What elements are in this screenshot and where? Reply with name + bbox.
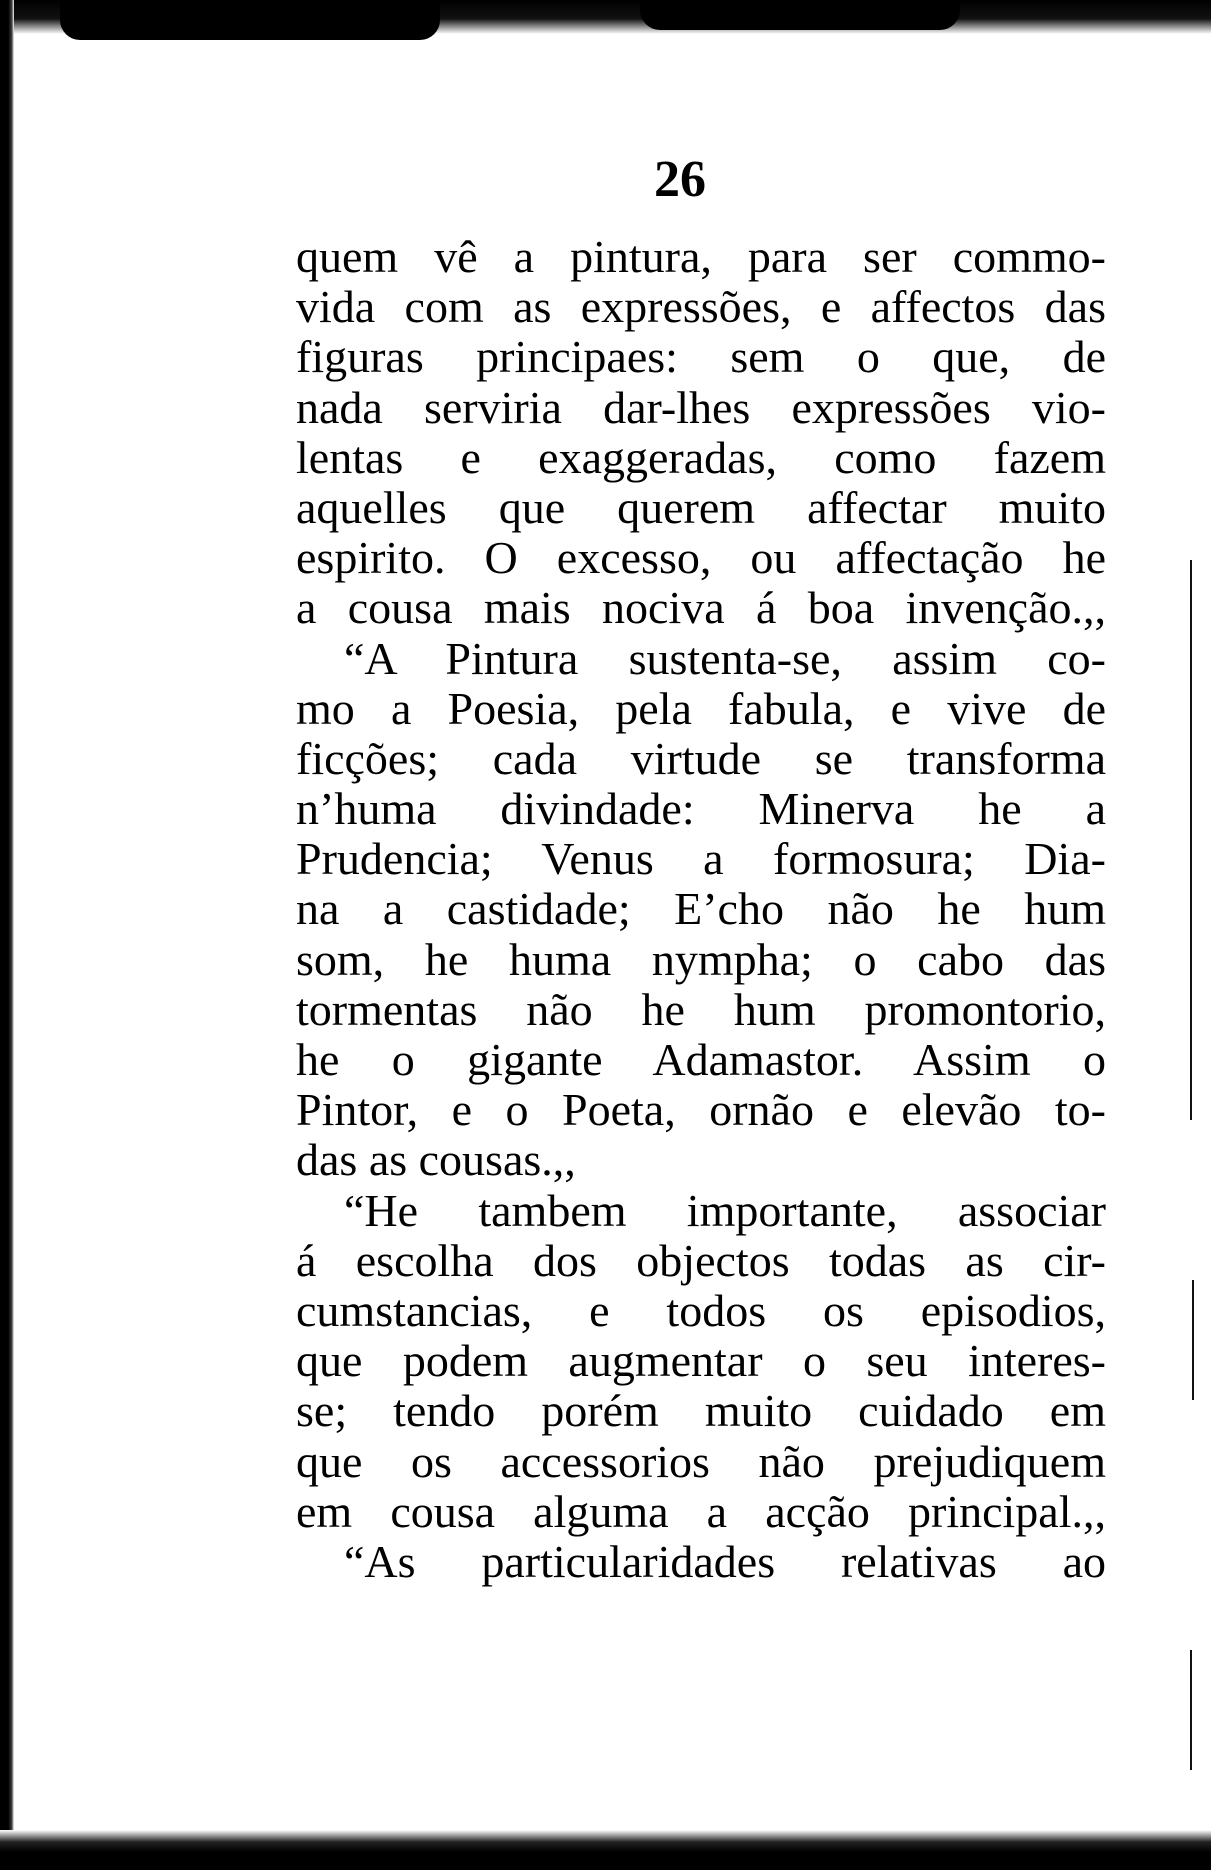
text-line: em cousa alguma a acção principal.,, [296,1485,1106,1537]
text-line: figuras principaes: sem o que, de [296,331,1106,383]
text-line: que os accessorios não prejudiquem [296,1435,1106,1487]
text-line: Pintor, e o Poeta, ornão e elevão to- [296,1084,1106,1136]
text-line: que podem augmentar o seu interes- [296,1335,1106,1387]
scan-margin-line [1190,1650,1192,1770]
text-line: vida com as expressões, e affectos das [296,281,1106,333]
body-text [296,232,1106,1587]
text-line: cumstancias, e todos os episodios, [296,1284,1106,1336]
scan-margin-line [1192,1280,1194,1400]
text-line: he o gigante Adamastor. Assim o [296,1034,1106,1085]
page-number: 26 [654,151,706,208]
scan-margin-line [1190,560,1192,1120]
text-line: quem vê a pintura, para ser commo- [296,231,1106,282]
text-line: lentas e exaggeradas, como fazem [296,431,1106,483]
scan-border-left [0,0,14,1870]
text-line: a cousa mais nociva á boa invenção.,, [296,582,1106,634]
scan-smudge [60,0,440,40]
text-line: n’huma divindade: Minerva he a [296,783,1106,835]
text-line: tormentas não he hum promontorio, [296,983,1106,1035]
text-line: espirito. O excesso, ou affectação he [296,532,1106,584]
text-line: Prudencia; Venus a formosura; Dia- [296,833,1106,885]
text-line: mo a Poesia, pela fabula, e vive de [296,682,1106,734]
text-line: nada serviria dar-lhes expressões vio- [296,381,1106,433]
text-line: “As particularidades relativas ao [344,1535,1106,1587]
scan-border-bottom [0,1830,1211,1870]
text-line: “He tambem importante, associar [344,1184,1106,1236]
text-line: na a castidade; E’cho não he hum [296,883,1106,935]
text-line: som, he huma nympha; o cabo das [296,933,1106,985]
text-line: ficções; cada virtude se transforma [296,732,1106,784]
text-line: se; tendo porém muito cuidado em [296,1385,1106,1437]
scan-smudge [640,0,960,30]
text-line: “A Pintura sustenta-se, assim co- [344,632,1106,684]
text-line: aquelles que querem affectar muito [296,481,1106,533]
text-line: á escolha dos objectos todas as cir- [296,1234,1106,1286]
text-line: das as cousas.,, [296,1134,576,1186]
